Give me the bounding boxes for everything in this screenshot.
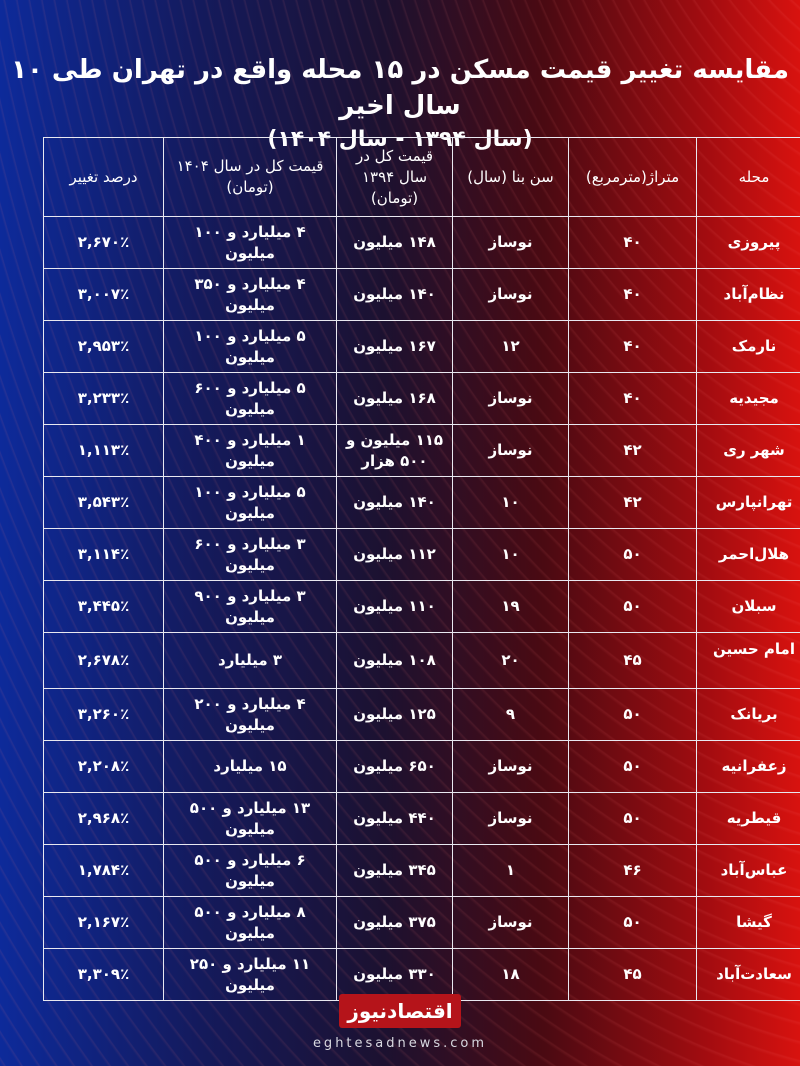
cell-area: ۴۰: [569, 269, 697, 321]
cell-percent-change: ۲,۲۰۸٪: [44, 741, 164, 793]
footer: [0, 994, 800, 1051]
table-row: [44, 373, 800, 425]
cell-area: ۵۰: [569, 529, 697, 581]
cell-area: ۵۰: [569, 793, 697, 845]
eghtesadnews-logo: اقتصادنیوز: [339, 994, 460, 1028]
cell-percent-change: ۲,۹۶۸٪: [44, 793, 164, 845]
cell-building-age: نوساز: [453, 897, 569, 949]
cell-area: ۴۵: [569, 633, 697, 689]
cell-percent-change: ۱,۷۸۴٪: [44, 845, 164, 897]
cell-price-1404: ۳ میلیارد و ۶۰۰ میلیون: [164, 529, 337, 581]
cell-price-1394: ۱۱۰ میلیون: [337, 581, 453, 633]
table-row: [44, 689, 800, 741]
cell-building-age: ۲۰: [453, 633, 569, 689]
cell-percent-change: ۱,۱۱۳٪: [44, 425, 164, 477]
cell-price-1394: ۱۲۵ میلیون: [337, 689, 453, 741]
cell-neighborhood: شهر ری: [697, 425, 800, 477]
cell-percent-change: ۳,۱۱۴٪: [44, 529, 164, 581]
cell-building-age: ۱۸: [453, 949, 569, 1001]
cell-neighborhood: تهرانپارس: [697, 477, 800, 529]
cell-neighborhood: نظام‌آباد: [697, 269, 800, 321]
cell-neighborhood: امام حسین: [697, 633, 800, 689]
cell-price-1394: ۱۶۸ میلیون: [337, 373, 453, 425]
cell-price-1394: ۱۴۰ میلیون: [337, 269, 453, 321]
cell-building-age: نوساز: [453, 425, 569, 477]
cell-area: ۵۰: [569, 897, 697, 949]
cell-price-1394: ۳۷۵ میلیون: [337, 897, 453, 949]
table-row: [44, 897, 800, 949]
cell-building-age: نوساز: [453, 793, 569, 845]
cell-price-1404: ۵ میلیارد و ۱۰۰ میلیون: [164, 477, 337, 529]
table-row: [44, 581, 800, 633]
table-row: [44, 425, 800, 477]
site-url: eghtesadnews.com: [312, 1036, 488, 1051]
cell-building-age: ۱۹: [453, 581, 569, 633]
cell-area: ۵۰: [569, 741, 697, 793]
cell-price-1404: ۱ میلیارد و ۴۰۰ میلیون: [164, 425, 337, 477]
cell-building-age: ۱۰: [453, 529, 569, 581]
cell-percent-change: ۳,۰۰۷٪: [44, 269, 164, 321]
cell-price-1394: ۴۴۰ میلیون: [337, 793, 453, 845]
cell-area: ۴۰: [569, 217, 697, 269]
cell-neighborhood: گیشا: [697, 897, 800, 949]
table-row: [44, 845, 800, 897]
table-row: [44, 477, 800, 529]
cell-percent-change: ۲,۶۷۰٪: [44, 217, 164, 269]
cell-price-1404: ۱۵ میلیارد: [164, 741, 337, 793]
cell-percent-change: ۲,۶۷۸٪: [44, 633, 164, 689]
header-neighborhood: محله: [697, 138, 800, 217]
cell-building-age: نوساز: [453, 217, 569, 269]
cell-percent-change: ۲,۱۶۷٪: [44, 897, 164, 949]
cell-price-1404: ۴ میلیارد و ۳۵۰ میلیون: [164, 269, 337, 321]
table-row: [44, 633, 800, 689]
page-subtitle: (سال ۱۳۹۴ - سال ۱۴۰۴): [267, 127, 533, 152]
cell-neighborhood: پیروزی: [697, 217, 800, 269]
cell-price-1404: ۸ میلیارد و ۵۰۰ میلیون: [164, 897, 337, 949]
cell-price-1394: ۱۱۵ میلیون و ۵۰۰ هزار: [337, 425, 453, 477]
cell-price-1404: ۴ میلیارد و ۲۰۰ میلیون: [164, 689, 337, 741]
cell-neighborhood: زعفرانیه: [697, 741, 800, 793]
table-row: [44, 269, 800, 321]
cell-area: ۴۶: [569, 845, 697, 897]
cell-building-age: نوساز: [453, 373, 569, 425]
cell-price-1404: ۵ میلیارد و ۶۰۰ میلیون: [164, 373, 337, 425]
cell-neighborhood: مجیدیه: [697, 373, 800, 425]
cell-area: ۴۲: [569, 425, 697, 477]
cell-percent-change: ۳,۳۰۹٪: [44, 949, 164, 1001]
cell-price-1404: ۴ میلیارد و ۱۰۰ میلیون: [164, 217, 337, 269]
cell-price-1394: ۳۳۰ میلیون: [337, 949, 453, 1001]
header-price-1394: قیمت کل در سال ۱۳۹۴ (تومان): [337, 138, 453, 217]
cell-building-age: ۹: [453, 689, 569, 741]
cell-price-1394: ۱۱۲ میلیون: [337, 529, 453, 581]
cell-price-1404: ۱۱ میلیارد و ۲۵۰ میلیون: [164, 949, 337, 1001]
cell-price-1394: ۱۰۸ میلیون: [337, 633, 453, 689]
cell-neighborhood: هلال‌احمر: [697, 529, 800, 581]
table-row: [44, 949, 800, 1001]
cell-building-age: نوساز: [453, 741, 569, 793]
table-header-row: [44, 138, 800, 217]
table-row: [44, 321, 800, 373]
cell-price-1394: ۱۴۰ میلیون: [337, 477, 453, 529]
cell-percent-change: ۳,۲۳۳٪: [44, 373, 164, 425]
cell-price-1394: ۱۶۷ میلیون: [337, 321, 453, 373]
cell-area: ۴۰: [569, 321, 697, 373]
cell-price-1404: ۳ میلیارد: [164, 633, 337, 689]
cell-price-1404: ۶ میلیارد و ۵۰۰ میلیون: [164, 845, 337, 897]
table-row: [44, 741, 800, 793]
cell-neighborhood: قیطریه: [697, 793, 800, 845]
cell-price-1394: ۱۴۸ میلیون: [337, 217, 453, 269]
cell-building-age: نوساز: [453, 269, 569, 321]
cell-building-age: ۱۰: [453, 477, 569, 529]
price-comparison-table: [43, 137, 800, 1001]
header-percent-change: درصد تغییر: [44, 138, 164, 217]
cell-neighborhood: سعادت‌آباد: [697, 949, 800, 1001]
cell-area: ۴۵: [569, 949, 697, 1001]
table-row: [44, 217, 800, 269]
cell-price-1404: ۵ میلیارد و ۱۰۰ میلیون: [164, 321, 337, 373]
cell-building-age: ۱۲: [453, 321, 569, 373]
page-title: مقایسه تغییر قیمت مسکن در ۱۵ محله واقع در تهران طی ۱۰ سال اخیر: [11, 55, 789, 121]
cell-neighborhood: عباس‌آباد: [697, 845, 800, 897]
cell-area: ۵۰: [569, 581, 697, 633]
cell-percent-change: ۳,۵۴۳٪: [44, 477, 164, 529]
header-area: متراژ(مترمربع): [569, 138, 697, 217]
cell-percent-change: ۲,۹۵۳٪: [44, 321, 164, 373]
header-building-age: سن بنا (سال): [453, 138, 569, 217]
table-row: [44, 793, 800, 845]
cell-price-1404: ۳ میلیارد و ۹۰۰ میلیون: [164, 581, 337, 633]
cell-building-age: ۱: [453, 845, 569, 897]
cell-price-1394: ۳۴۵ میلیون: [337, 845, 453, 897]
cell-neighborhood: بریانک: [697, 689, 800, 741]
cell-price-1394: ۶۵۰ میلیون: [337, 741, 453, 793]
cell-area: ۴۲: [569, 477, 697, 529]
cell-percent-change: ۳,۴۴۵٪: [44, 581, 164, 633]
cell-percent-change: ۳,۲۶۰٪: [44, 689, 164, 741]
cell-neighborhood: نارمک: [697, 321, 800, 373]
header-price-1404: قیمت کل در سال ۱۴۰۴ (تومان): [164, 138, 337, 217]
table-row: [44, 529, 800, 581]
cell-price-1404: ۱۳ میلیارد و ۵۰۰ میلیون: [164, 793, 337, 845]
cell-area: ۴۰: [569, 373, 697, 425]
cell-area: ۵۰: [569, 689, 697, 741]
cell-neighborhood: سبلان: [697, 581, 800, 633]
